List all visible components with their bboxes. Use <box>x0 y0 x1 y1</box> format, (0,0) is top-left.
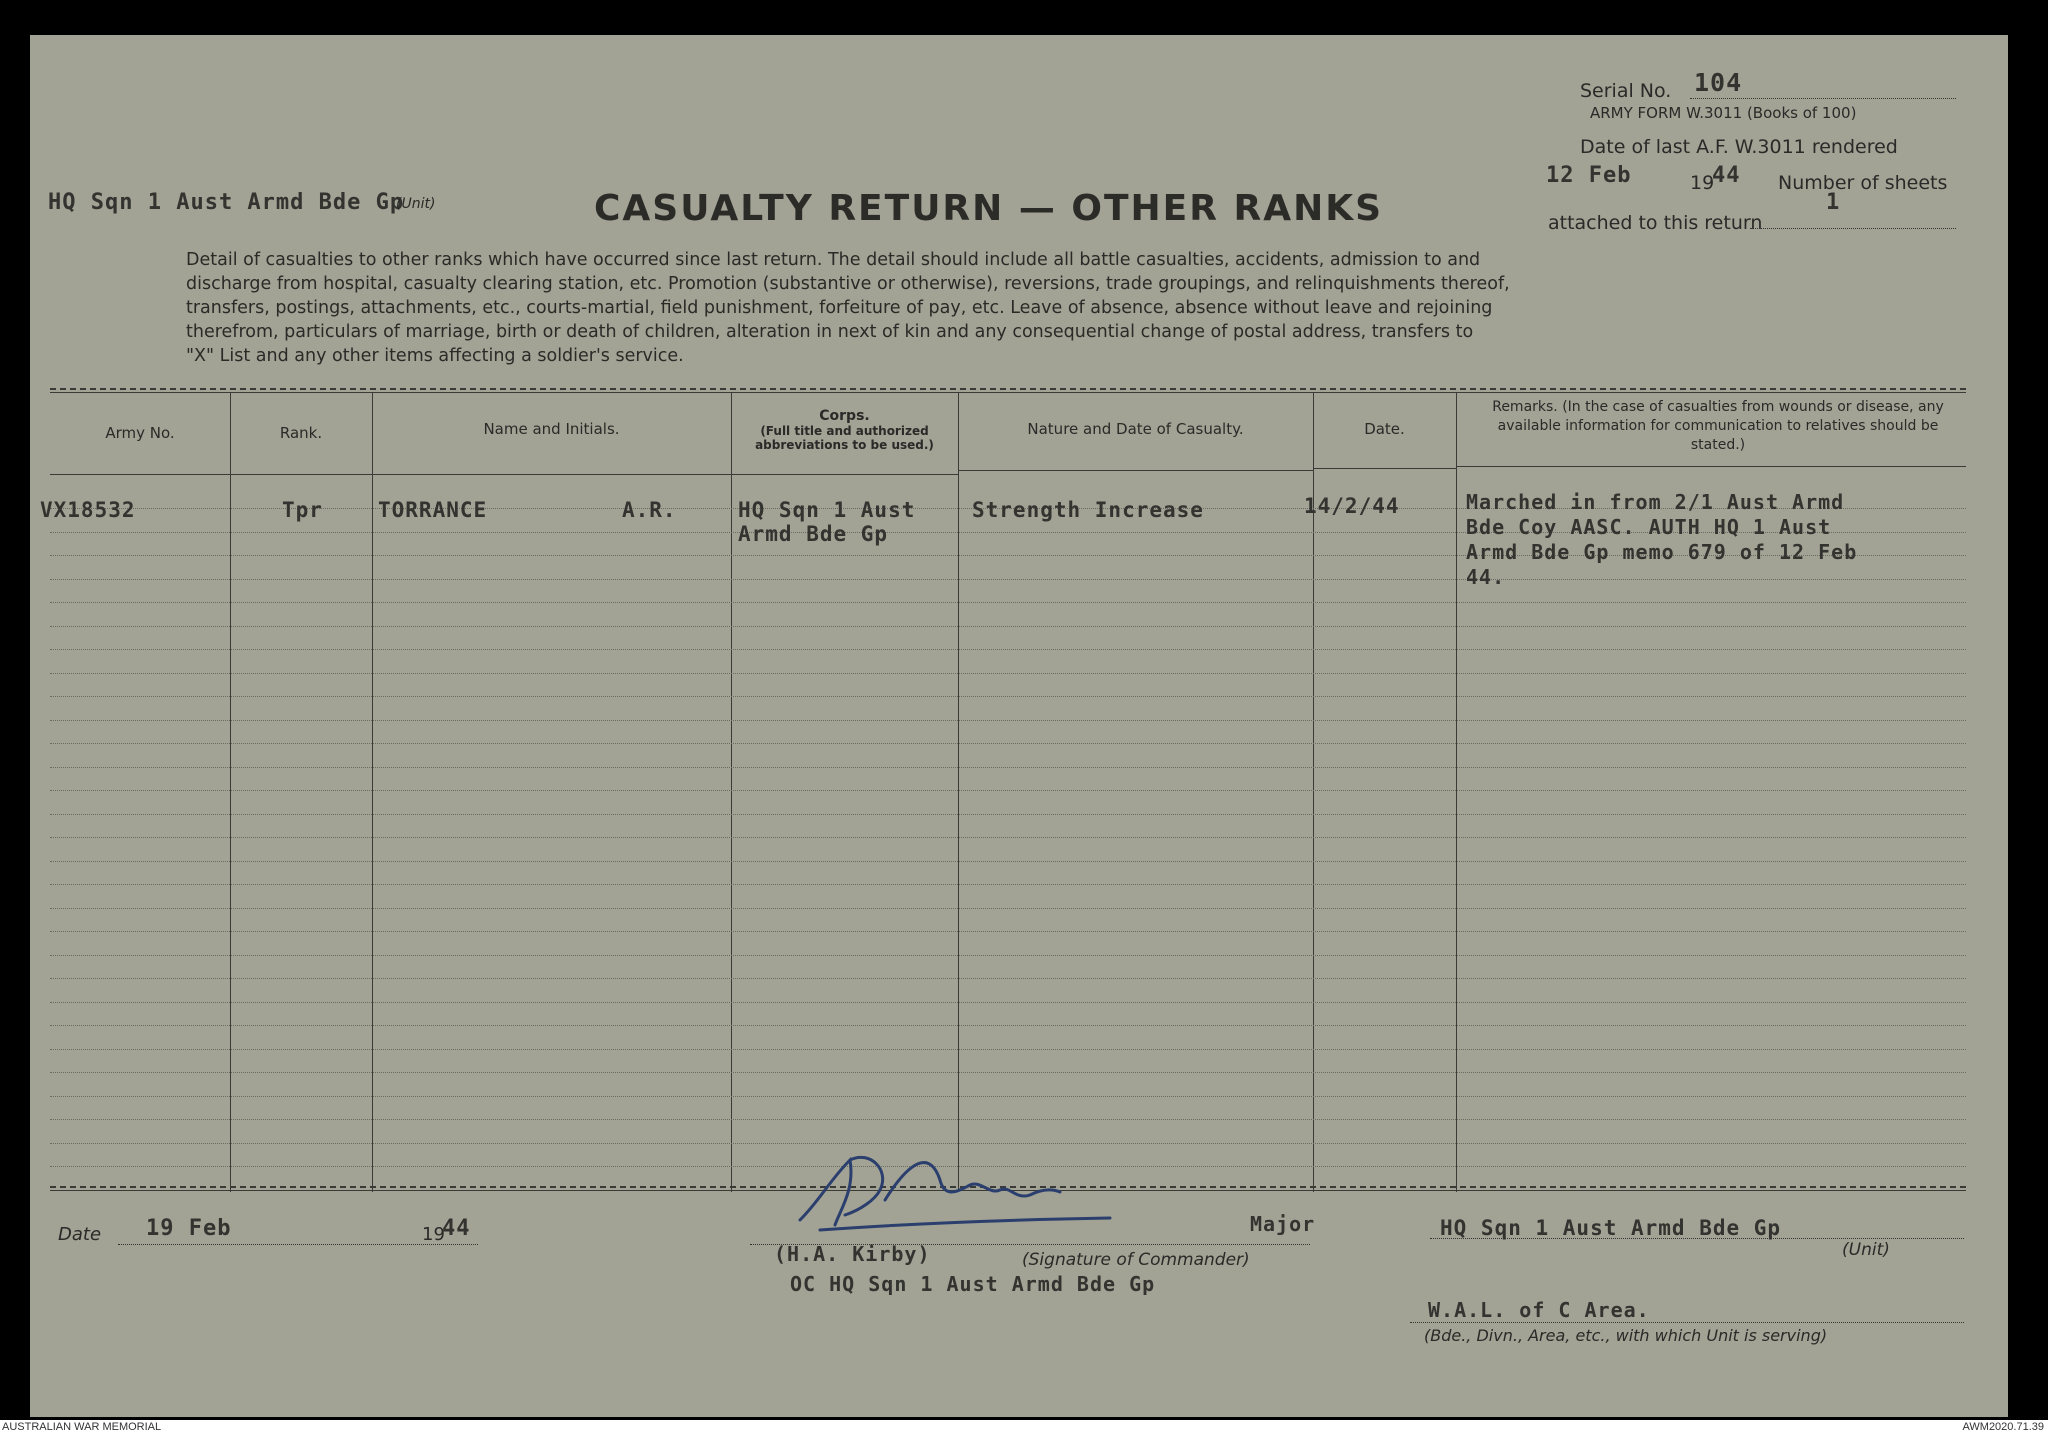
signature-label: (Signature of Commander) <box>1022 1250 1250 1270</box>
ruled-row-line <box>50 626 1966 627</box>
header-army-no: Army No. <box>105 424 175 442</box>
footer-date-value: 19 Feb <box>146 1216 232 1241</box>
ruled-row-line <box>50 1072 1966 1073</box>
footer-unit-underline <box>1430 1238 1964 1239</box>
army-form-label: ARMY FORM W.3011 (Books of 100) <box>1590 104 1857 122</box>
ruled-row-line <box>50 602 1966 603</box>
ruled-row-line <box>50 649 1966 650</box>
header-rule <box>1456 466 1966 467</box>
header-name: Name and Initials. <box>483 420 620 438</box>
year-value: 44 <box>1712 163 1741 188</box>
archive-bar <box>0 1420 2048 1435</box>
date-last-value: 12 Feb <box>1546 163 1632 188</box>
footer-date-underline <box>118 1244 478 1245</box>
unit-label: (Unit) <box>396 196 436 212</box>
serial-underline <box>1690 98 1956 99</box>
ruled-row-line <box>50 884 1966 885</box>
instructions <box>186 248 1826 368</box>
footer-unit-value: HQ Sqn 1 Aust Armd Bde Gp <box>1440 1216 1782 1240</box>
footer-date-label: Date <box>58 1224 102 1245</box>
ruled-row-line <box>50 908 1966 909</box>
table-top-rule <box>50 388 1966 390</box>
sheets-underline <box>1750 228 1956 229</box>
ruled-row-line <box>50 743 1966 744</box>
serial-value: 104 <box>1694 68 1743 97</box>
ruled-row-line <box>50 1096 1966 1097</box>
ruled-row-line <box>50 837 1966 838</box>
ruled-row-line <box>50 931 1966 932</box>
remarks-line: Marched in from 2/1 Aust Armd <box>1466 490 1845 514</box>
year-prefix: 19 <box>1690 172 1715 194</box>
header-rule <box>1313 468 1456 469</box>
instruction-line: transfers, postings, attachments, etc., courts-martial, field punishment, forfeiture of pay, etc. Leave of absence, absence without leave and rejoining <box>186 298 1493 318</box>
footer-oc-line: OC HQ Sqn 1 Aust Armd Bde Gp <box>790 1272 1156 1296</box>
entry-corps-line1: HQ Sqn 1 Aust <box>738 498 916 522</box>
entry-rank: Tpr <box>282 498 323 522</box>
signature-underline <box>750 1244 1310 1245</box>
ruled-row-line <box>50 790 1966 791</box>
header-corps-note: (Full title and authorized abbreviations to be used.) <box>755 424 934 452</box>
header-nature: Nature and Date of Casualty. <box>1027 420 1244 438</box>
entry-date: 14/2/44 <box>1304 494 1400 518</box>
entry-remarks <box>1466 490 1857 590</box>
ruled-row-line <box>50 955 1966 956</box>
ruled-row-line <box>50 720 1966 721</box>
header-date: Date. <box>1364 420 1405 438</box>
footer-typed-name: (H.A. Kirby) <box>774 1242 931 1266</box>
entry-corps-line2: Armd Bde Gp <box>738 522 889 546</box>
table-top-rule-2 <box>50 392 1966 393</box>
footer-year-prefix: 19 <box>422 1224 445 1245</box>
ruled-row-line <box>50 861 1966 862</box>
entry-name: TORRANCE <box>378 498 488 522</box>
ruled-row-line <box>50 1002 1966 1003</box>
header-rule <box>958 470 1313 471</box>
ruled-row-line <box>50 696 1966 697</box>
footer-year-value: 44 <box>442 1216 471 1241</box>
instruction-line: discharge from hospital, casualty clearing station, etc. Promotion (substantive or otherwise), reversions, trade groupings, and relinquishments thereof, <box>186 274 1510 294</box>
commander-signature <box>790 1140 1120 1240</box>
ruled-row-line <box>50 1119 1966 1120</box>
date-last-label: Date of last A.F. W.3011 rendered <box>1580 136 1898 158</box>
archive-label: AUSTRALIAN WAR MEMORIAL <box>2 1421 162 1433</box>
footer-rank: Major <box>1250 1212 1316 1236</box>
footer-serving-value: W.A.L. of C Area. <box>1428 1298 1650 1322</box>
header-remarks: Remarks. (In the case of casualties from wounds or disease, any available information for communication to relatives should be stated.) <box>1492 399 1944 453</box>
footer-unit-label: (Unit) <box>1842 1240 1890 1260</box>
form-title: CASUALTY RETURN — OTHER RANKS <box>594 188 1384 229</box>
ruled-row-line <box>50 814 1966 815</box>
sheets-label: Number of sheets <box>1778 172 1948 194</box>
footer-serving-label: (Bde., Divn., Area, etc., with which Unit is serving) <box>1424 1326 1828 1345</box>
ruled-row-line <box>50 673 1966 674</box>
attached-label: attached to this return <box>1548 212 1763 234</box>
instruction-line: Detail of casualties to other ranks which have occurred since last return. The detail should include all battle casualties, accidents, admission to and <box>186 250 1481 270</box>
instruction-line: therefrom, particulars of marriage, birth or death of children, alteration in next of kin and any consequential change of postal address, transfers to <box>186 322 1474 342</box>
ruled-row-line <box>50 1049 1966 1050</box>
header-rule <box>50 474 958 475</box>
header-rank: Rank. <box>279 424 323 442</box>
unit-value: HQ Sqn 1 Aust Armd Bde Gp <box>48 190 405 215</box>
ruled-row-line <box>50 767 1966 768</box>
sheets-value: 1 <box>1826 190 1841 215</box>
remarks-line: Armd Bde Gp memo 679 of 12 Feb <box>1466 540 1858 564</box>
entry-nature: Strength Increase <box>972 498 1204 522</box>
remarks-line: 44. <box>1466 565 1506 589</box>
footer-serving-underline <box>1410 1322 1964 1323</box>
entry-army-no: VX18532 <box>40 498 136 522</box>
entry-initials: A.R. <box>622 498 677 522</box>
ruled-row-line <box>50 978 1966 979</box>
ruled-row-line <box>50 1025 1966 1026</box>
archive-id: AWM2020.71.39 <box>1962 1421 2044 1433</box>
remarks-line: Bde Coy AASC. AUTH HQ 1 Aust <box>1466 515 1832 539</box>
header-corps: Corps. <box>819 408 870 424</box>
serial-label: Serial No. <box>1580 80 1672 102</box>
instruction-line: "X" List and any other items affecting a soldier's service. <box>186 346 684 366</box>
